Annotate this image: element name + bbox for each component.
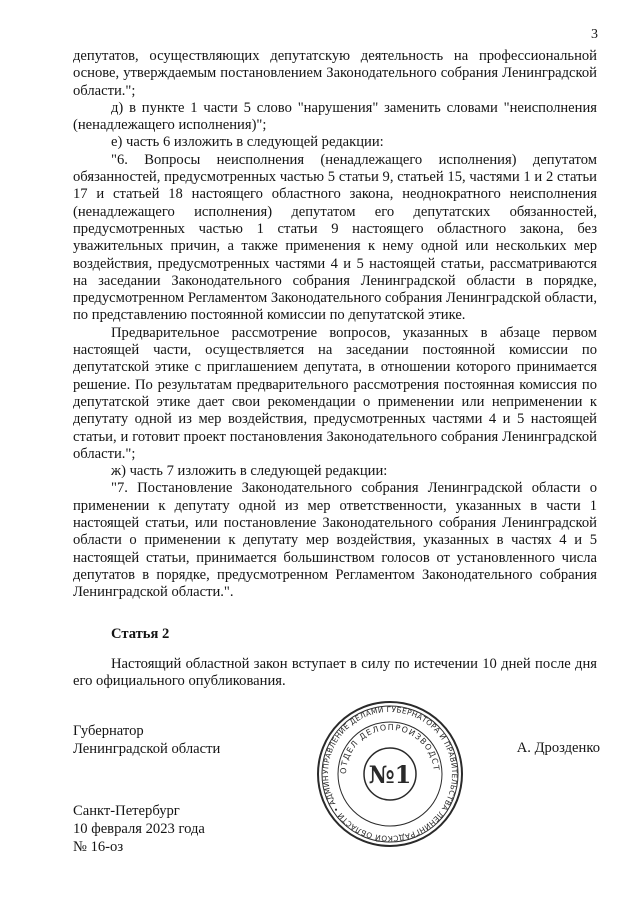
seal-icon: [315, 699, 465, 849]
paragraph: ж) часть 7 изложить в следующей редакции:: [111, 463, 388, 480]
document-body: [73, 48, 597, 602]
paragraph: депутатов, осуществляющих депутатскую деятельность на профессиональной основе, утверждаемым постановлением Законодательного собрания Ленинградской области.";: [73, 48, 597, 99]
official-seal-stamp: [315, 699, 465, 849]
footer-date: 10 февраля 2023 года: [73, 821, 205, 837]
footer-number: № 16-оз: [73, 839, 124, 855]
seal-inner-text: ОТДЕЛ ДЕЛОПРОИЗВОДСТ: [338, 722, 441, 775]
signature-title: [73, 722, 220, 758]
seal-outer-text: УПРАВЛЕНИЕ ДЕЛАМИ ГУБЕРНАТОРА И ПРАВИТЕЛЬСТВА ЛЕНИНГРАДСКОЙ ОБЛАСТИ • АДМИН: [320, 704, 460, 844]
page-number: 3: [591, 27, 598, 42]
article-heading: Статья 2: [111, 626, 170, 642]
paragraph: "6. Вопросы неисполнения (ненадлежащего исполнения) депутатом обязанностей, предусмотренных частью 5 статьи 9, статьей 15, частями 1 и 2 статьи 17 и статьей 18 настоящего областного закона, неоднократного неисполнения (ненадлежащего исполнения) депутатом его депутатских обязанностей, предусмотренных частью 1 статьи 9 настоящего областного закона, без уважительных причин, а также применения к нему одной или нескольких мер воздействия, предусмотренных частями 4 и 5 настоящей статьи, рассматриваются на заседании Законодательного собрания Ленинградской области в порядке, предусмотренном Регламентом Законодательного собрания Ленинградской области, по представлению постоянной комиссии по депутатской этике.: [73, 151, 597, 324]
paragraph: д) в пункте 1 части 5 слово "нарушения" заменить словами "неисполнения (ненадлежащего исполнения)";: [73, 99, 597, 134]
footer-city: Санкт-Петербург: [73, 803, 180, 819]
signature-title-line: Ленинградской области: [73, 741, 221, 757]
signature-name: А. Дрозденко: [516, 740, 600, 756]
document-footer: [73, 802, 205, 856]
article-text: Настоящий областной закон вступает в силу по истечении 10 дней после дня его официального опубликования.: [73, 656, 597, 690]
paragraph: "7. Постановление Законодательного собрания Ленинградской области о применении к депутату одной из мер ответственности, указанных в части 1 настоящей статьи, или постановление Законодательного собрания Ленинградской области о применении к депутату мер воздействия, указанных в частях 4 и 5 настоящей статьи, принимается большинством голосов от установленного числа депутатов в порядке, предусмотренном Регламентом Законодательного собрания Ленинградской области.".: [73, 480, 597, 601]
paragraph: е) часть 6 изложить в следующей редакции:: [111, 134, 384, 151]
paragraph: Предварительное рассмотрение вопросов, указанных в абзаце первом настоящей части, осуществляется на заседании постоянной комиссии по депутатской этике с приглашением депутата, в отношении которого принимается решение. По результатам предварительного рассмотрения постоянная комиссия по депутатской этике дает свои рекомендации о применении или неприменении к депутату одной из мер воздействия, предусмотренных частями 4 и 5 настоящей статьи, и готовит проект постановления Законодательного собрания Ленинградской области.";: [73, 324, 597, 462]
seal-center: №1: [368, 760, 412, 789]
signature-title-line: Губернатор: [73, 723, 144, 739]
